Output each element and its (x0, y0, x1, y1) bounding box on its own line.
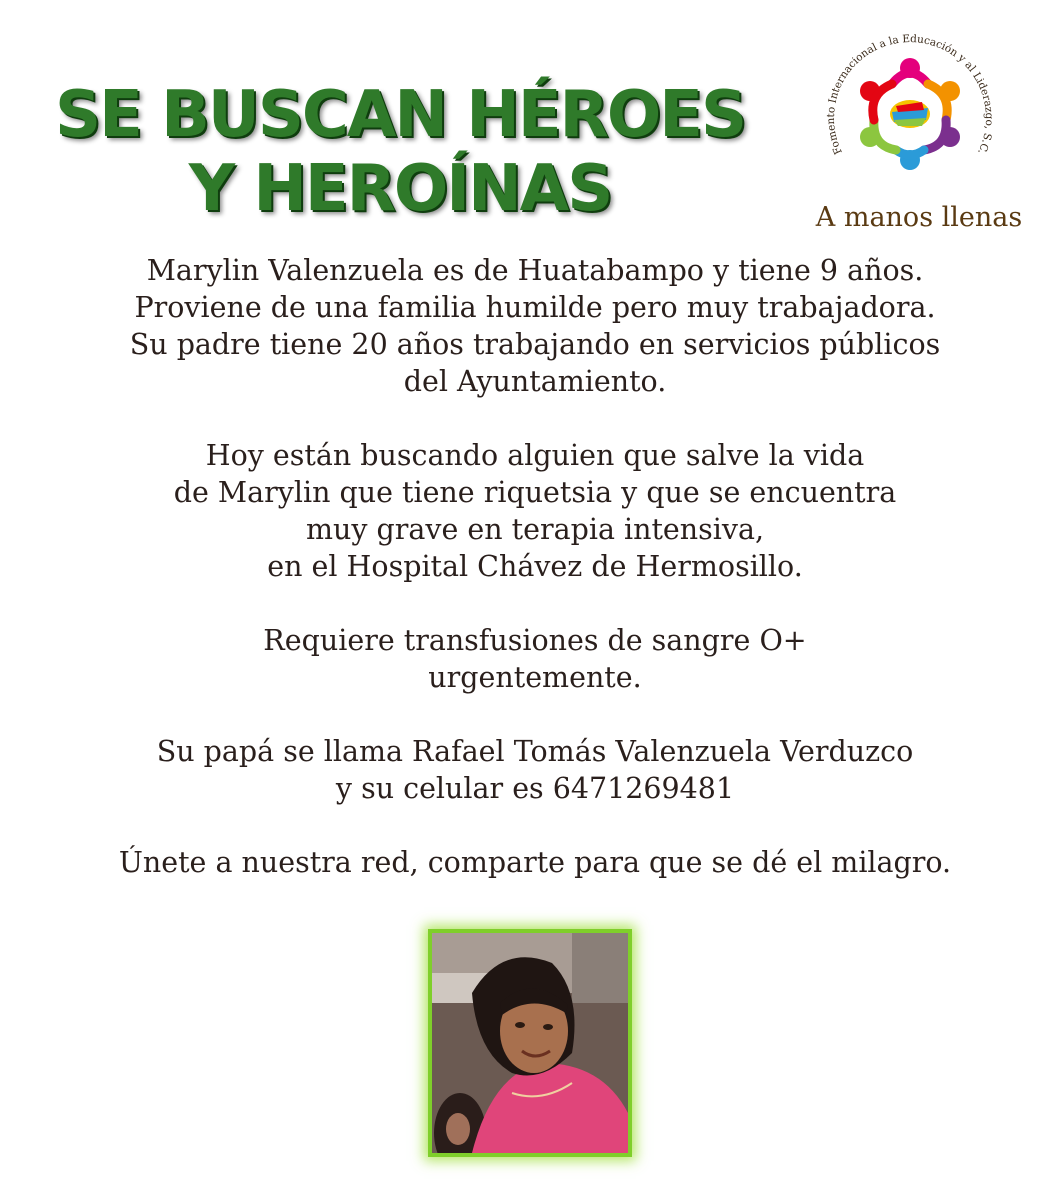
text-line: Su padre tiene 20 años trabajando en servicios públicos (129, 328, 941, 361)
logo-arc-text (825, 33, 995, 156)
headline-line-2: Y HEROÍNAS (188, 152, 612, 226)
text-line: Requiere transfusiones de sangre O+ (263, 624, 807, 657)
logo-figures-icon (860, 58, 960, 170)
text-line: Marylin Valenzuela es de Huatabampo y tiene 9 años. (146, 254, 924, 287)
organization-logo (800, 22, 1030, 233)
logo-graphic-icon (800, 22, 1030, 207)
logo-arc-textpath: Fomento Internacional a la Educación y al Liderazgo, S.C. (824, 32, 996, 157)
paragraph-blood-request (40, 622, 1030, 696)
text-line: del Ayuntamiento. (403, 365, 667, 398)
message-body (40, 252, 1030, 918)
paragraph-situation (40, 437, 1030, 585)
logo-brand-name: A manos llenas (815, 202, 1023, 233)
paragraph-contact (40, 733, 1030, 807)
text-line: Su papá se llama Rafael Tomás Valenzuela Verduzco (156, 735, 914, 768)
girl-photo (428, 929, 632, 1157)
girl-portrait-icon (432, 933, 628, 1153)
text-line: Únete a nuestra red, comparte para que se dé el milagro. (118, 846, 952, 879)
paragraph-intro (40, 252, 1030, 400)
headline (40, 78, 760, 226)
text-line: Hoy están buscando alguien que salve la vida (205, 439, 865, 472)
text-line: urgentemente. (428, 661, 642, 694)
headline-line-1: SE BUSCAN HÉROES (54, 78, 746, 152)
text-line: muy grave en terapia intensiva, (305, 513, 765, 546)
paragraph-call-to-action (40, 844, 1030, 881)
text-line: Proviene de una familia humilde pero muy trabajadora. (134, 291, 936, 324)
text-line: y su celular es 6471269481 (335, 772, 735, 805)
text-line: en el Hospital Chávez de Hermosillo. (267, 550, 803, 583)
text-line: de Marylin que tiene riquetsia y que se encuentra (173, 476, 897, 509)
